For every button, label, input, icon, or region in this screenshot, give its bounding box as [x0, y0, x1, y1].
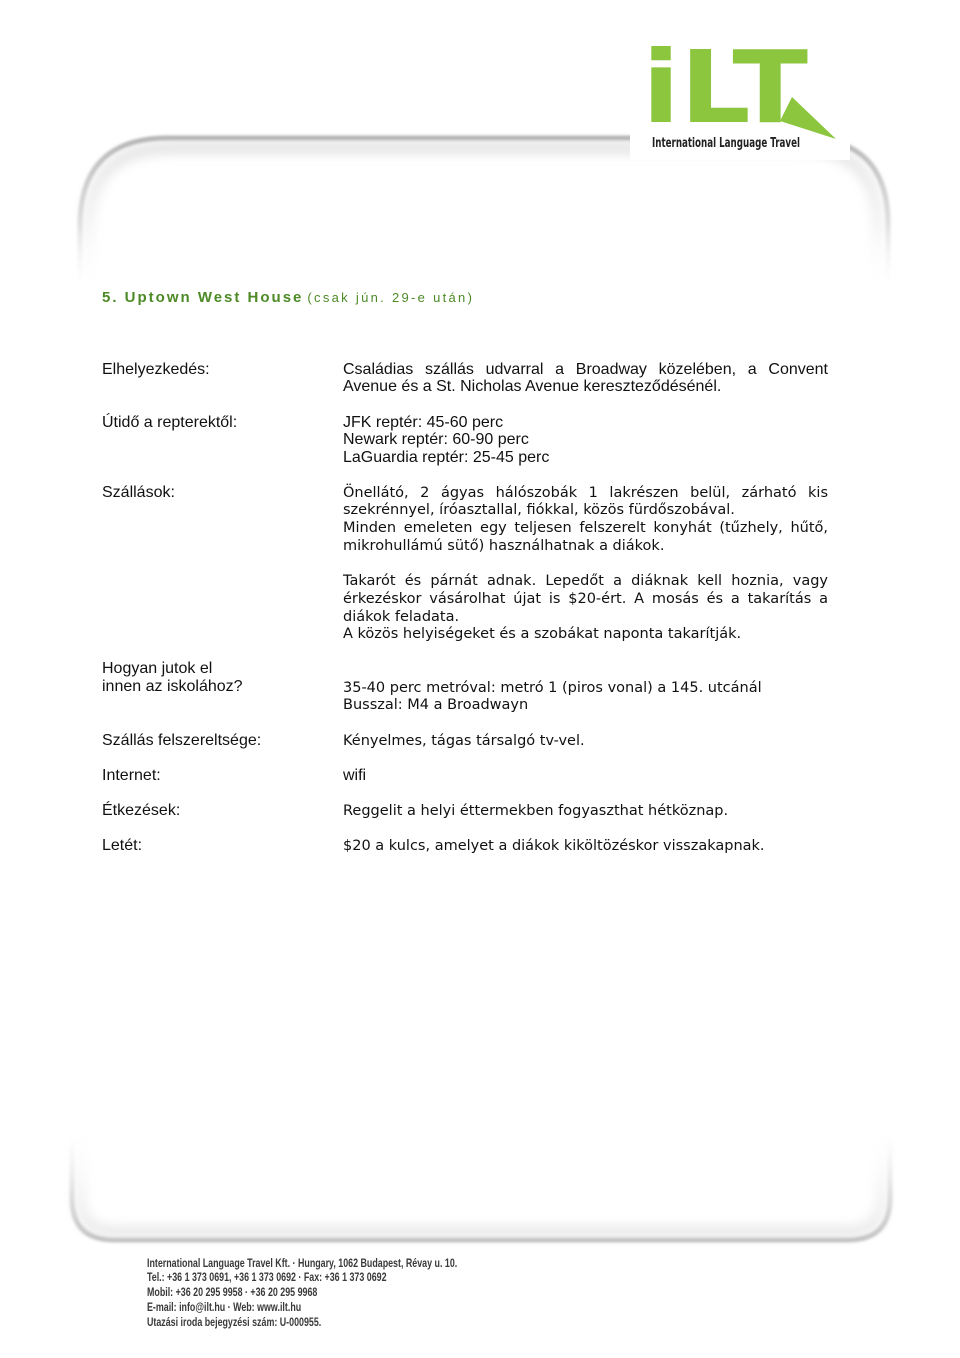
commute-bus: Busszal: M4 a Broadwayn	[343, 697, 529, 713]
speech-bubble-bottom-frame	[72, 1122, 890, 1240]
bedding-text-line: Takarót és párnát adnak. Lepedőt a diáknak kell hoznia, vagy	[343, 573, 828, 589]
kitchen-text-line: Minden emeleten egy teljesen felszerelt konyhát (tűzhely, hűtő,	[343, 520, 828, 536]
label-meals: Étkezések:	[102, 802, 181, 819]
amenities-value: Kényelmes, tágas társalgó tv-vel.	[343, 733, 585, 749]
airport-time-newark: Newark reptér: 60-90 perc	[343, 431, 529, 448]
title-main: 5. Uptown West House	[102, 289, 304, 306]
label-location: Elhelyezkedés:	[102, 361, 210, 378]
footer-company-address: International Language Travel Kft. · Hungary, 1062 Budapest, Révay u. 10.	[147, 1256, 458, 1270]
logo-mark: iLT	[642, 35, 808, 146]
logo-tagline: International Language Travel	[652, 136, 800, 151]
kitchen-text-line: mikrohullámú sütő) használhatnak a diákok.	[343, 538, 665, 554]
footer-mobile: Mobil: +36 20 295 9958 · +36 20 295 9968	[147, 1285, 318, 1299]
location-text-line: Családias szállás udvarral a Broadway közelében, a Convent	[343, 361, 828, 378]
section-title	[102, 289, 474, 307]
rooms-text-line: Önellátó, 2 ágyas hálószobák 1 lakrészen belül, zárható kis	[343, 485, 828, 501]
label-commute: innen az iskolához?	[102, 678, 243, 695]
label-airport-transfer: Útidő a repterektől:	[102, 414, 238, 431]
internet-value: wifi	[343, 767, 367, 784]
airport-time-laguardia: LaGuardia reptér: 25-45 perc	[343, 449, 550, 466]
ilt-logo	[630, 35, 850, 160]
label-internet: Internet:	[102, 767, 161, 784]
bedding-text-line: érkezéskor vásárolhat újat is $20-ért. A mosás és a takarítás a	[343, 591, 828, 607]
footer-phone-fax: Tel.: +36 1 373 0691, +36 1 373 0692 · Fax: +36 1 373 0692	[147, 1270, 387, 1284]
deposit-value: $20 a kulcs, amelyet a diákok kiköltözéskor visszakapnak.	[343, 838, 765, 854]
meals-value: Reggelit a helyi éttermekben fogyaszthat hétköznap.	[343, 803, 729, 819]
footer-registration: Utazási iroda bejegyzési szám: U-000955.	[147, 1315, 322, 1329]
commute-metro: 35-40 perc metróval: metró 1 (piros vonal) a 145. utcánál	[343, 680, 762, 696]
footer-email-web: E-mail: info@ilt.hu · Web: www.ilt.hu	[147, 1300, 302, 1314]
title-note: (csak jún. 29-e után)	[307, 290, 475, 305]
label-deposit: Letét:	[102, 837, 143, 854]
label-commute: Hogyan jutok el	[102, 660, 213, 677]
label-rooms: Szállások:	[102, 484, 175, 501]
bedding-text-line: diákok feladata.	[343, 609, 460, 625]
location-text-line: Avenue és a St. Nicholas Avenue kereszteződésénél.	[343, 378, 722, 395]
speech-bubble-top-frame	[80, 138, 888, 295]
label-amenities: Szállás felszereltsége:	[102, 732, 262, 749]
rooms-text-line: szekrénnyel, íróasztallal, fiókkal, közös fürdőszobával.	[343, 502, 735, 518]
airport-time-jfk: JFK reptér: 45-60 perc	[343, 414, 504, 431]
cleaning-text-line: A közös helyiségeket és a szobákat naponta takarítják.	[343, 626, 742, 642]
